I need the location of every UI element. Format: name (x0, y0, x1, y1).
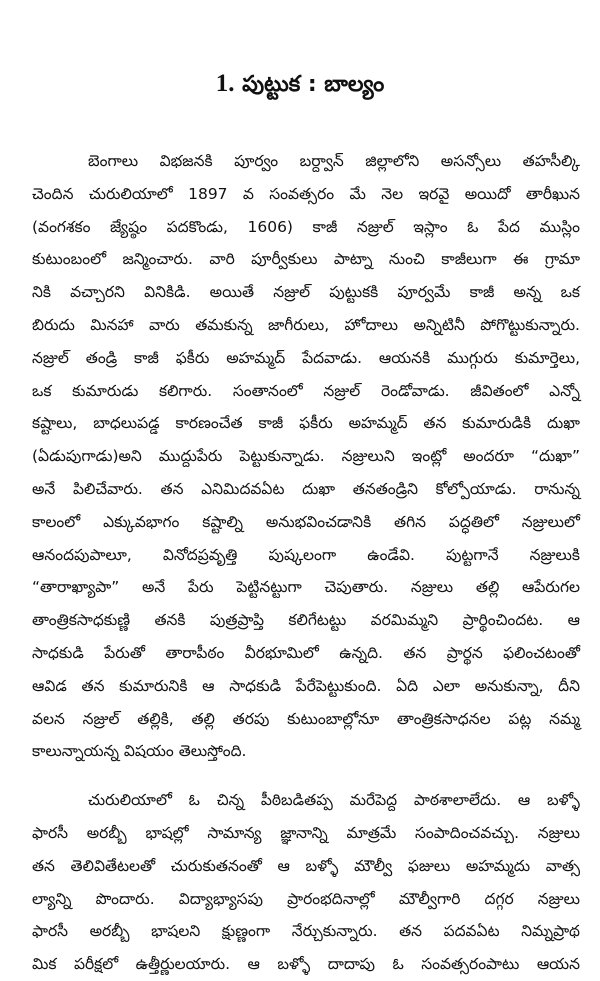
text-line: కుటుంబంలో జన్మించారు. వారి పూర్వీకులు పాట్నా నుంచి కాజీలుగా ఈ గ్రామా (32, 250, 580, 269)
text-line: (ఏడుపుగాడు)అని ముద్దుపేరు పెట్టుకున్నాడు. నజ్రులుని ఇంట్లో అందరూ “దుఖా” (32, 447, 580, 466)
text-line: మిక పరీక్షలో ఉత్తీర్ణులయారు. ఆ బళ్ళో దాదాపు ఓ సంవత్సరంపాటు ఆయన (32, 955, 580, 974)
text-line: కష్టాలు, బాధలుపడ్డ కారణంచేత కాజీ ఫకీరు అహమ్మద్ తన కుమారుడికి దుఖా (32, 414, 580, 433)
text-line: ఆనందపుపాలూ, వినోదప్రవృత్తి పుష్కలంగా ఉండేవి. పుట్టగానే నజ్రులుకి (32, 545, 580, 564)
text-line: నజ్రుల్ తండ్రి కాజీ ఫకీరు అహమ్మద్ పేదవాడు. ఆయనకి ముగ్గురు కుమార్తెలు, (32, 348, 580, 367)
text-line: కాలంలో ఎక్కువభాగం కష్టాల్ని అనుభవించడానికి తగిన పద్ధతిలో నజ్రులులో (32, 512, 580, 531)
text-line: తాంత్రికసాధకుణ్ణి తనకి పుత్రప్రాప్తి కలిగేటట్టు వరమిమ్మని ప్రార్థించిందట. ఆ (32, 611, 580, 630)
text-line: ఒక కుమారుడు కలిగారు. సంతానంలో నజ్రుల్ రెండోవాడు. జీవితంలో ఎన్నో (32, 381, 580, 400)
text-line: చెందిన చురులియాలో 1897 వ సంవత్సరం మే నెల ఇరవై అయిదో తారీఖున (32, 184, 580, 203)
chapter-number: 1. (215, 70, 235, 97)
text-line: అనే పిలిచేవారు. తన ఎనిమిదవఏట దుఖా తనతండ్రిని కోల్పోయాడు. రానున్న (32, 479, 580, 498)
text-line: ఆవిడ తన కుమారునికి ఆ సాధకుడి పేరేపెట్టుకుంది. ఏది ఎలా అనుకున్నా, దీని (32, 676, 580, 695)
text-line: బిరుదు మినహా వారు తమకున్న జాగీరులు, హోదాలు అన్నిటినీ పోగొట్టుకున్నారు. (32, 315, 580, 334)
text-line: తన తెలివితేటలతో చురుకుతనంతో ఆ బళ్ళో మౌల్వీ ఫజులు అహమ్మదు వాత్స (32, 856, 580, 875)
text-line: చురులియాలో ఓ చిన్న పీఠిబడితప్ప మరేపెద్ద పాఠశాలాలేదు. ఆ బళ్ళో (88, 791, 580, 810)
text-line: “తారాఖ్యాపా” అనే పేరు పెట్టినట్టుగా చెపుతారు. నజ్రులు తల్లి ఆపేరుగల (32, 578, 580, 597)
chapter-body (0, 145, 600, 981)
text-line: ఫారసీ అరబ్బీ భాషల్లో సామాన్య జ్ఞానాన్ని మాత్రమే సంపాదించవచ్చు. నజ్రులు (32, 823, 580, 842)
chapter-heading (0, 70, 600, 102)
text-line: (వంగశకం జ్యేష్ఠం పదకొండు, 1606) కాజీ నజ్రుల్ ఇస్లాం ఓ పేద ముస్లిం (32, 217, 580, 236)
text-line: బెంగాలు విభజనకి పూర్వం బర్ద్వాన్ జిల్లాలోని అసన్సోలు తహసీల్కి (88, 152, 580, 170)
chapter-title: పుట్టుక : బాల్యం (242, 72, 385, 97)
paragraph-1 (0, 145, 600, 768)
text-line: ల్యాన్ని పొందారు. విద్యాభ్యాసపు ప్రారంభదినాల్లో మౌల్వీగారి దగ్గర నజ్రులు (32, 889, 580, 908)
text-line: కాలున్నాయన్న విషయం తెలుస్తోంది. (32, 742, 247, 761)
text-line: సాధకుడి పేరుతో తారాపీఠం వీరభూమిలో ఉన్నది. తన ప్రార్థన ఫలించటంతో (32, 643, 580, 662)
text-line: నికి వచ్చారని వినికిడి. అయితే నజ్రుల్ పుట్టుకకి పూర్వమే కాజీ అన్న ఒక (32, 283, 580, 302)
text-line: వలన నజ్రుల్ తల్లికి, తల్లి తరపు కుటుంబాల్లోనూ తాంత్రికసాధనల పట్ల నమ్మ (32, 709, 580, 728)
paragraph-2 (0, 784, 600, 981)
text-line: ఫారసీ అరబ్బీ భాషలని క్షుణ్ణంగా నేర్చుకున్నారు. తన పదవఏట నిమ్నప్రాథ (32, 922, 580, 941)
